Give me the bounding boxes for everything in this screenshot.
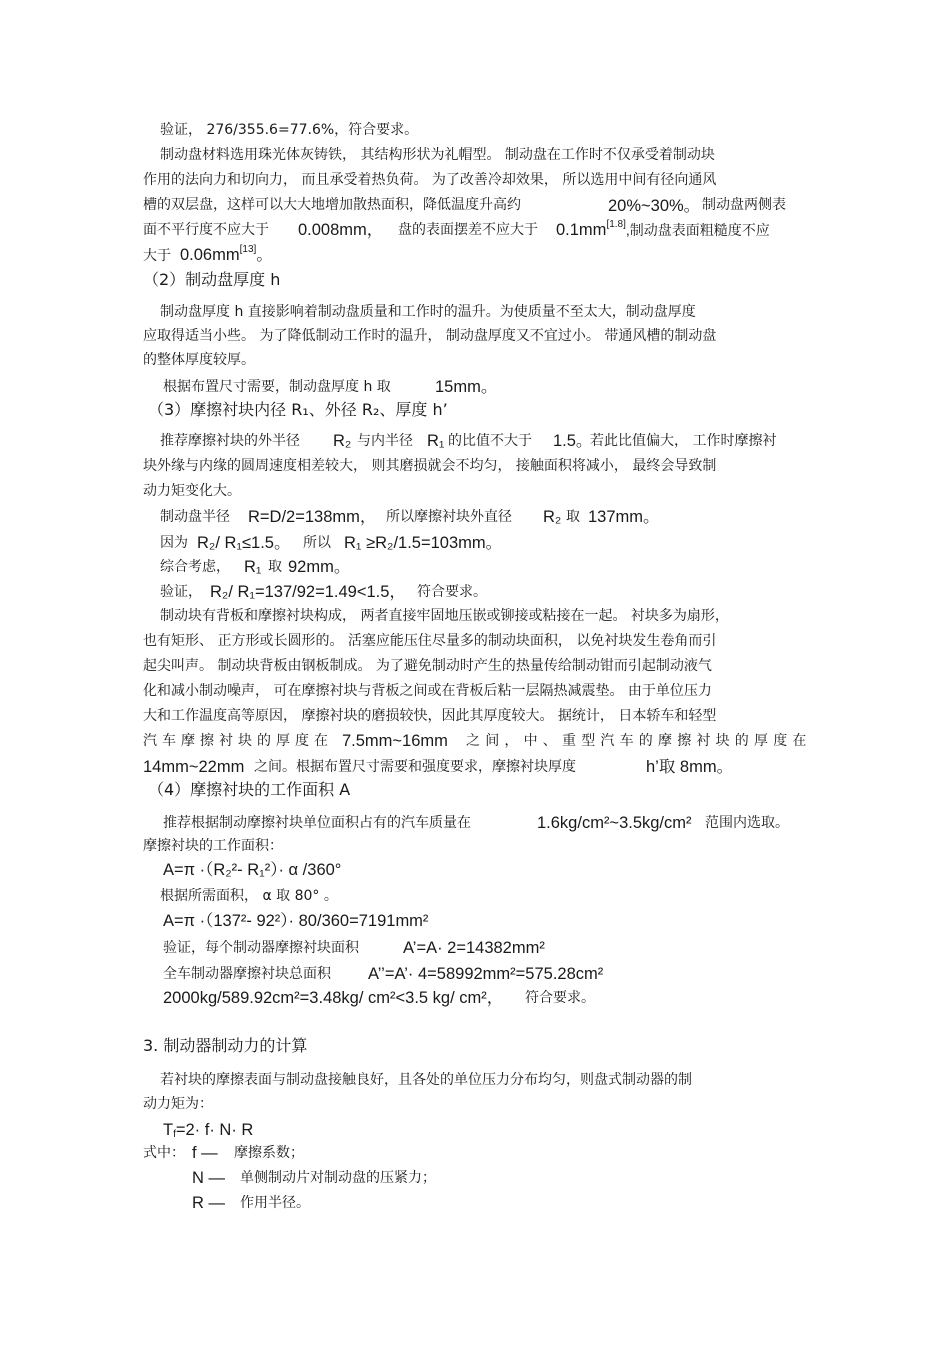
text-line: 全车制动器摩擦衬块总面积 xyxy=(163,966,331,982)
text-line: 14mm~22mm xyxy=(143,758,245,776)
text-line: R₂ xyxy=(333,432,352,450)
formula: A’’=A’· 4=58992mm²=575.28cm² xyxy=(368,965,604,983)
text-line: 范围内选取。 xyxy=(705,815,789,831)
text-line: 综合考虑， xyxy=(160,559,230,575)
text-line: 取 xyxy=(566,509,580,525)
text-line: 盘的表面摆差不应大于 xyxy=(398,222,538,238)
text-line: 若衬块的摩擦表面与制动盘接触良好，且各处的单位压力分布均匀，则盘式制动器的制 xyxy=(160,1072,692,1088)
text-line: 制动盘半径 xyxy=(160,509,230,525)
text-line: 15mm。 xyxy=(435,378,498,396)
text-line: 也有矩形、 正方形或长圆形的。 活塞应能压住尽量多的制动块面积， 以免衬块发生卷角而引 xyxy=(143,633,717,649)
text-line: 0.1mm[1.8],制动盘表面粗糙度不应 xyxy=(556,219,770,239)
text-line: R₂ xyxy=(543,508,562,526)
text-line: 所以摩擦衬块外直径 xyxy=(386,509,512,525)
text-line: 因为 xyxy=(160,535,188,551)
text-line: 7.5mm~16mm xyxy=(342,732,448,750)
text-line: 动力矩为： xyxy=(143,1096,213,1112)
text-line: 作用的法向力和切向力， 而且承受着热负荷。 为了改善冷却效果， 所以选用中间有径向通风 xyxy=(143,172,717,188)
text-line: 验证，每个制动器摩擦衬块面积 xyxy=(163,940,359,956)
text-line: 符合要求。 xyxy=(525,990,595,1006)
text-line: 符合要求。 xyxy=(417,584,487,600)
symbol: R — xyxy=(192,1194,225,1212)
text-line: h’取 8mm。 xyxy=(646,758,734,776)
text-line: 作用半径。 xyxy=(240,1195,310,1211)
text-line: 化和减小制动噪声， 可在摩擦衬块与背板之间或在背板后粘一层隔热减震垫。 由于单位压力 xyxy=(143,683,712,699)
text-line: 动力矩变化大。 xyxy=(143,483,241,499)
symbol: f — xyxy=(192,1144,218,1162)
text-line: 大和工作温度高等原因， 摩擦衬块的磨损较快，因此其厚度较大。 据统计， 日本轿车和轻型 xyxy=(143,708,717,724)
text-line: 1.6kg/cm²~3.5kg/cm² xyxy=(537,814,692,832)
text-line: R₁ xyxy=(244,558,262,576)
text-line: 之间，中、重型汽车的摩擦衬块的厚度在 xyxy=(466,733,812,749)
text-line: 大于 xyxy=(143,248,171,264)
formula: A=π ·（137²- 92²）· 80/360=7191mm² xyxy=(163,912,429,930)
text-line: 0.06mm[13]。 xyxy=(180,244,273,264)
text-line: 摩擦衬块的工作面积： xyxy=(143,838,283,854)
section-heading: （2）制动盘厚度 h xyxy=(143,270,281,289)
text-line: 的整体厚度较厚。 xyxy=(143,352,255,368)
formula: 2000kg/589.92cm²=3.48kg/ cm²<3.5 kg/ cm²， xyxy=(163,989,504,1007)
formula: $T_f=2\cdot f\cdot N\cdot R$ xyxy=(163,1121,254,1140)
text-line: 与内半径 xyxy=(357,433,413,449)
text-line: 推荐摩擦衬块的外半径 xyxy=(160,433,300,449)
text-line: 制动盘材料选用珠光体灰铸铁， 其结构形状为礼帽型。 制动盘在工作时不仅承受着制动块 xyxy=(160,147,715,163)
section-heading: （4）摩擦衬块的工作面积 A xyxy=(148,780,351,799)
text-line: 制动块有背板和摩擦衬块构成， 两者直接牢固地压嵌或铆接或粘接在一起。 衬块多为扇形， xyxy=(160,608,729,624)
text-line: 所以 xyxy=(303,535,331,551)
text-line: R₁ xyxy=(427,432,445,450)
text-line: 式中： xyxy=(143,1145,185,1161)
text-line: 验证， xyxy=(160,584,202,600)
text-line: 制动盘厚度 h 直接影响着制动盘质量和工作时的温升。为使质量不至太大，制动盘厚度 xyxy=(160,304,696,320)
text-line: 汽车摩擦衬块的厚度在 xyxy=(143,733,333,749)
text-line: 推荐根据制动摩擦衬块单位面积占有的汽车质量在 xyxy=(163,815,471,831)
text-line: 92mm。 xyxy=(288,558,351,576)
text-line: 1.5。 xyxy=(553,432,593,450)
citation: [13] xyxy=(239,244,257,255)
text-line: 摩擦系数； xyxy=(234,1145,304,1161)
section-heading: （3）摩擦衬块内径 R₁、外径 R₂、厚度 h’ xyxy=(148,400,448,419)
formula: A=π ·（R₂²- R₁²）· α /360° xyxy=(163,861,342,879)
text-line: 槽的双层盘，这样可以大大地增加散热面积，降低温度升高约 xyxy=(143,197,521,213)
text-line: 根据布置尺寸需要，制动盘厚度 h 取 xyxy=(163,379,391,395)
text-line: 应取得适当小些。 为了降低制动工作时的温升， 制动盘厚度又不宜过小。 带通风槽的制动盘 xyxy=(143,328,717,344)
text-line: 验证， 276/355.6=77.6%，符合要求。 xyxy=(160,122,419,138)
text-line: 20%~30%。 xyxy=(608,197,701,215)
text-line: R₂/ R₁≤1.5。 xyxy=(197,534,291,552)
text-line: 块外缘与内缘的圆周速度相差较大， 则其磨损就会不均匀， 接触面积将减小， 最终会导致制 xyxy=(143,458,717,474)
text-line: 之间。根据布置尺寸需要和强度要求，摩擦衬块厚度 xyxy=(254,759,576,775)
text-line: 根据所需面积， α 取 80° 。 xyxy=(160,888,338,904)
formula: A’=A· 2=14382mm² xyxy=(403,939,545,957)
text-line: R₁ ≥R₂/1.5=103mm。 xyxy=(344,534,503,552)
citation: [1.8] xyxy=(606,219,626,230)
section-heading: 3. 制动器制动力的计算 xyxy=(143,1036,308,1055)
text-line: 0.008mm， xyxy=(298,221,384,239)
text-line: 起尖叫声。 制动块背板由钢板制成。 为了避免制动时产生的热量传给制动钳而引起制动液气 xyxy=(143,658,712,674)
text-line: 面不平行度不应大于 xyxy=(143,222,269,238)
text-line: 制动盘两侧表 xyxy=(702,197,786,213)
text-line: 若此比值偏大， 工作时摩擦衬 xyxy=(590,433,777,449)
text-line: 单侧制动片对制动盘的压紧力； xyxy=(240,1170,436,1186)
text-line: 取 xyxy=(268,559,282,575)
text-line: 137mm。 xyxy=(588,508,660,526)
symbol: N — xyxy=(192,1169,225,1187)
text-line: R=D/2=138mm， xyxy=(248,508,377,526)
text-line: R₂/ R₁=137/92=1.49<1.5， xyxy=(210,583,406,601)
text-line: 的比值不大于 xyxy=(448,433,532,449)
